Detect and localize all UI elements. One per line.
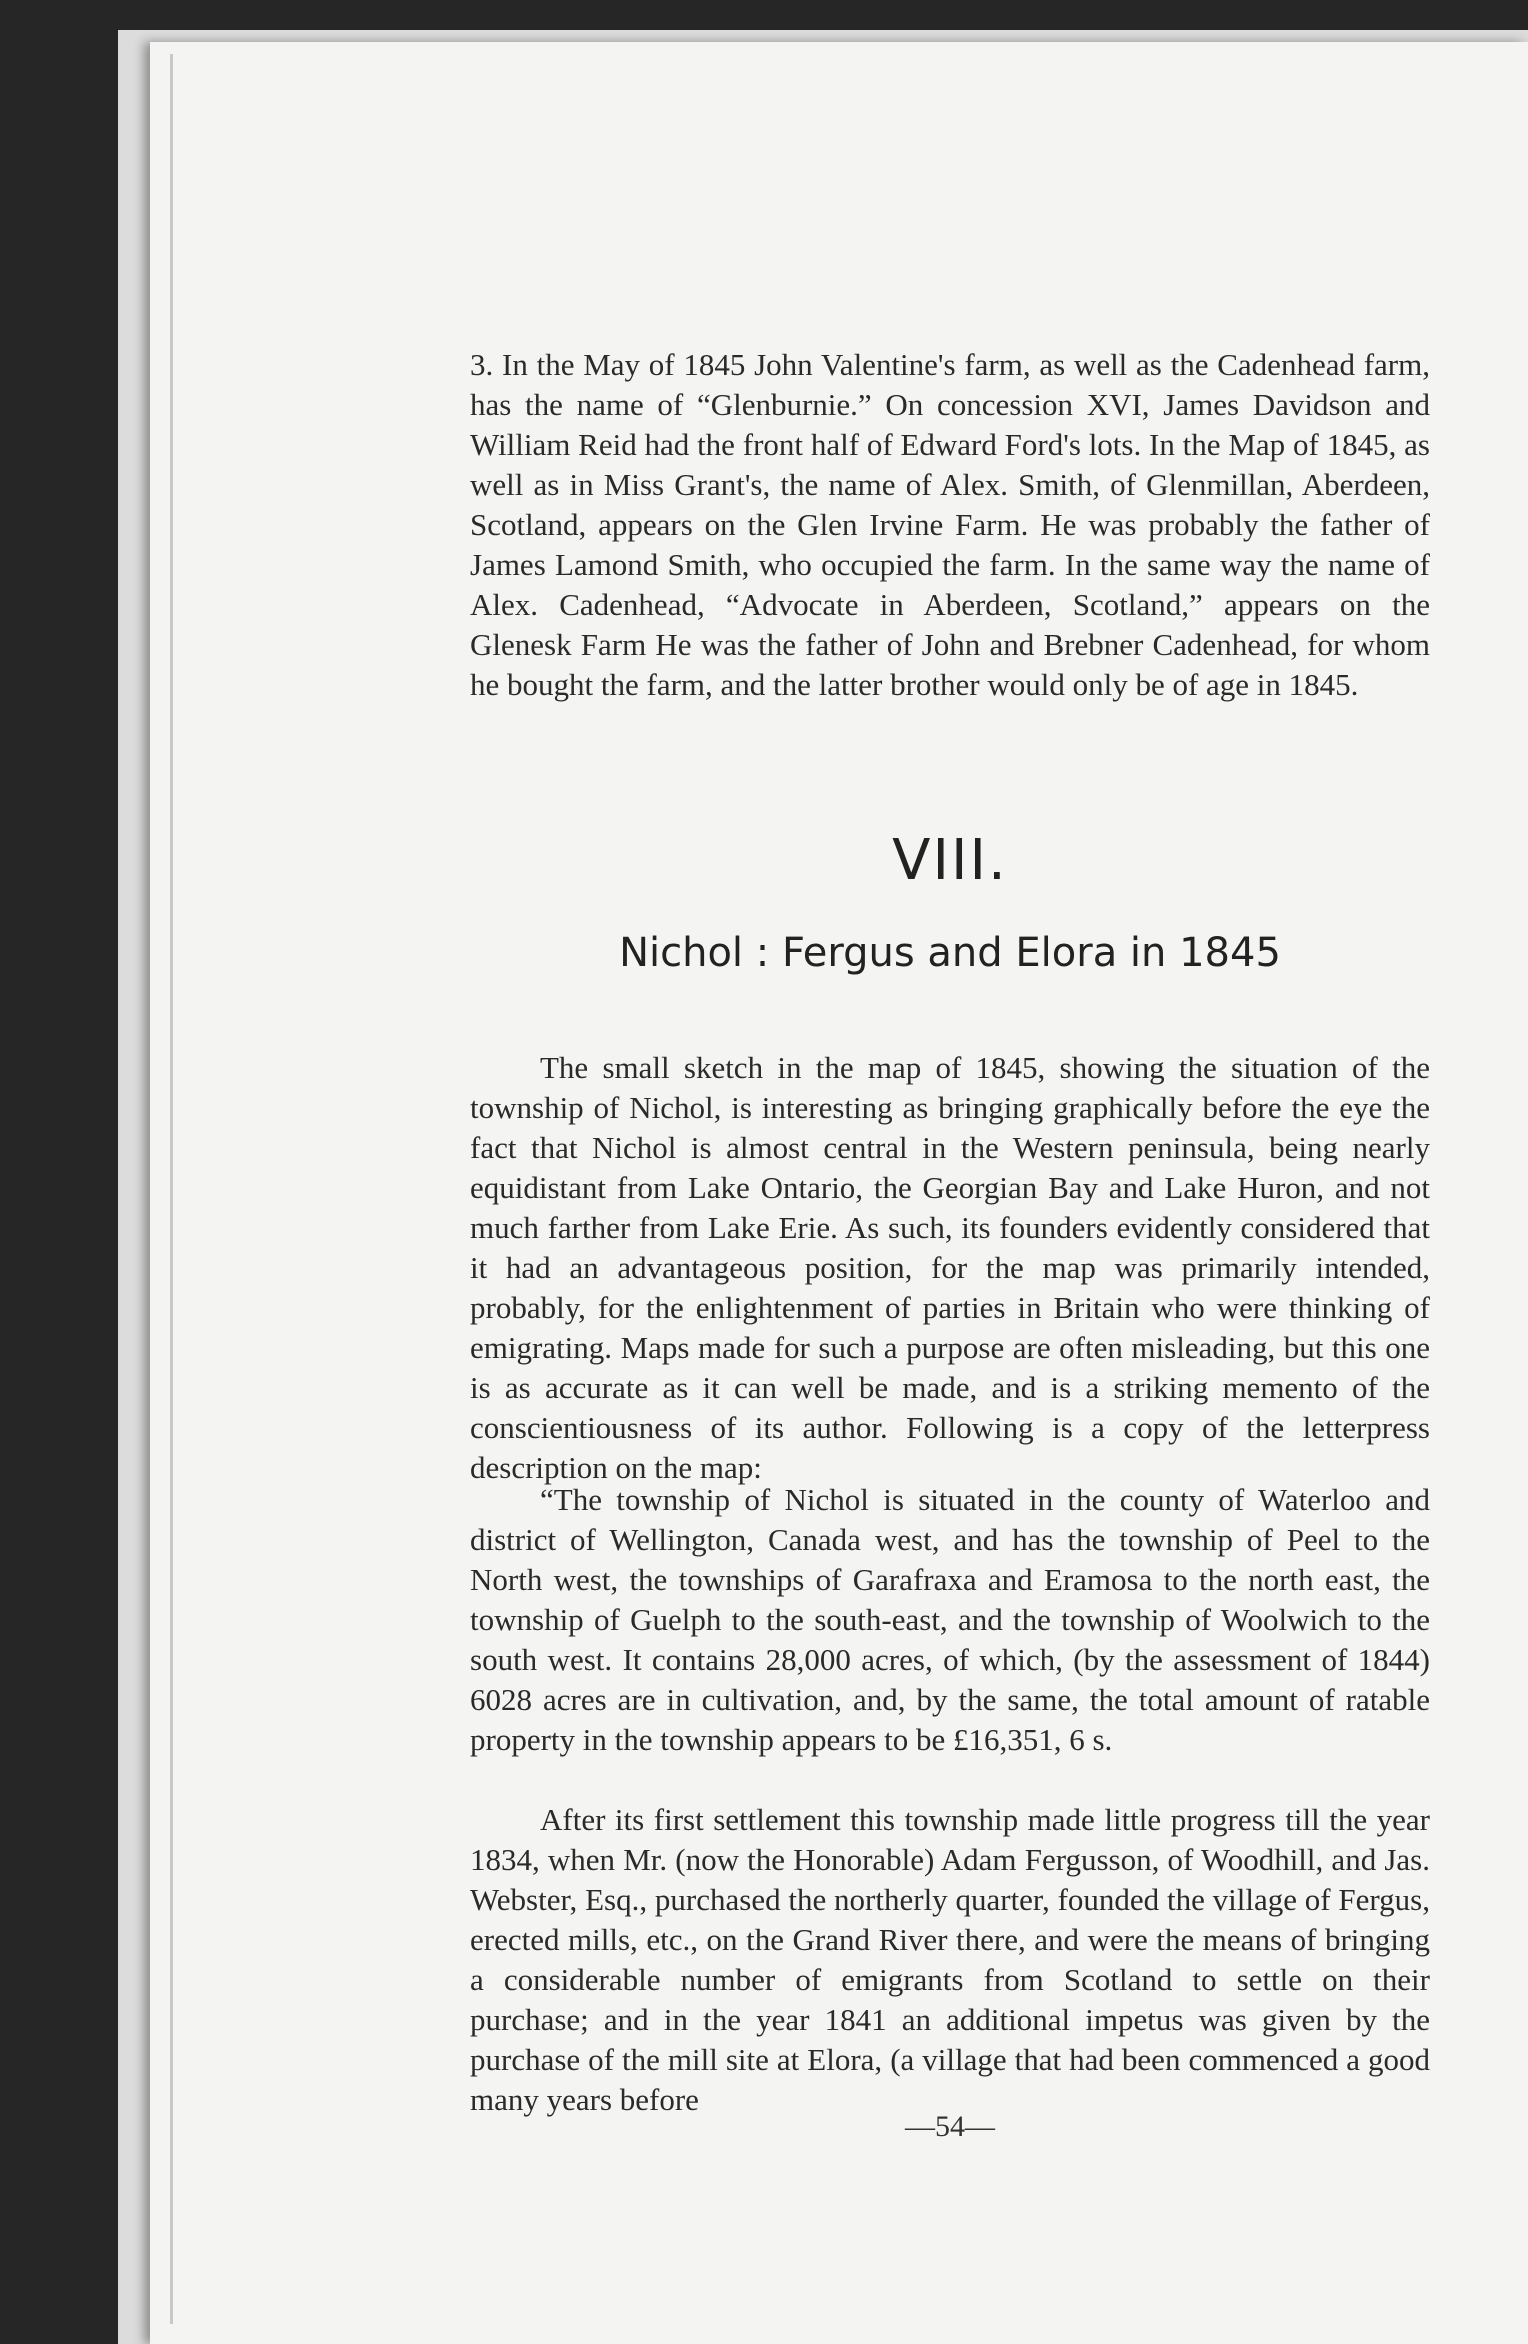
paragraph-quotation [470, 1480, 1430, 1760]
paragraph-settlement: After its first settlement this township made little progress till the year 1834, when Mr. (now the Honorable) Adam Fergusson, of Woodhill, and Jas. Webster, Esq., purchased the northerly quarter, founded the village of Fergus, erected mills, etc., on the Grand River there, and were the means of bringing a considerable number of emigrants from Scotland to settle on their purchase; and in the year 1841 an additional impetus was given by the purchase of the mill site at Elora, (a village that had been commenced a good many years before [470, 1802, 1430, 2117]
quotation-text: “The township of Nichol is situated in the county of Waterloo and district of Wellington, Canada west, and has the township of Peel to the North west, the townships of Garafraxa and Eramosa to the north east, the township of Guelph to the south-east, and the township of Woolwich to the south west. It contains 28,000 acres, of which, (by the assessment of 1844) 6028 acres are in cultivation, and, by the same, the total amount of ratable property in the township appears to be £16,351, 6 s. [470, 1482, 1430, 1757]
chapter-numeral: VIII. [892, 828, 1008, 893]
paragraph-note-3: 3. In the May of 1845 John Valentine's farm, as well as the Cadenhead farm, has the name of “Glenburnie.” On concession XVI, James Davidson and William Reid had the front half of Edward Ford's lots. In the Map of 1845, as well as in Miss Grant's, the name of Alex. Smith, of Glenmillan, Aberdeen, Scotland, appears on the Glen Irvine Farm. He was probably the father of James Lamond Smith, who occupied the farm. In the same way the name of Alex. Cadenhead, “Advocate in Aberdeen, Scotland,” appears on the Glenesk Farm He was the father of John and Brebner Cadenhead, for whom he bought the farm, and the latter brother would only be of age in 1845. [470, 347, 1430, 702]
paragraph-map-sketch: The small sketch in the map of 1845, showing the situation of the township of Nichol, is interesting as bringing graphically before the eye the fact that Nichol is almost central in the Western peninsula, being nearly equidistant from Lake Ontario, the Georgian Bay and Lake Huron, and not much farther from Lake Erie. As such, its founders evidently considered that it had an advantageous position, for the map was primarily intended, probably, for the enlightenment of parties in Britain who were thinking of emigrating. Maps made for such a purpose are often misleading, but this one is as accurate as it can well be made, and is a striking memento of the conscientiousness of its author. Following is a copy of the letterpress description on the map: [470, 1050, 1430, 1485]
page-gutter-edge [170, 54, 173, 2324]
page-number: —54— [905, 2110, 995, 2143]
chapter-title: Nichol : Fergus and Elora in 1845 [619, 930, 1281, 976]
